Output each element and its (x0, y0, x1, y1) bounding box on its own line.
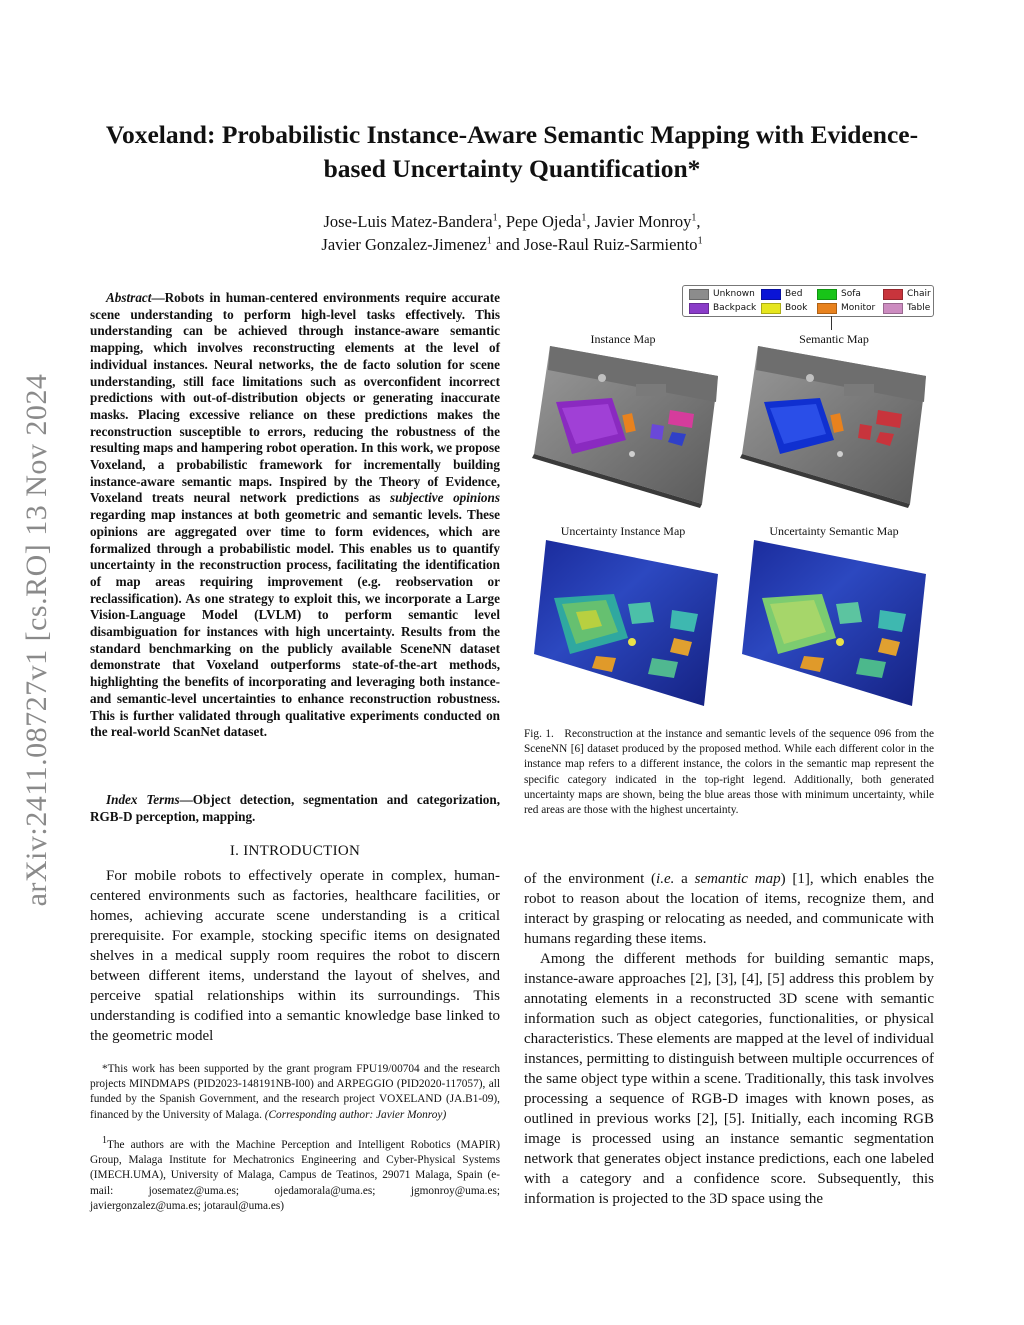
panel-label-instance: Instance Map (590, 332, 656, 346)
text-run: a (674, 871, 695, 887)
uncertainty-instance-map-render (532, 538, 722, 710)
author-name: Javier Monroy (594, 212, 692, 231)
text-run: of the environment ( (524, 871, 657, 887)
legend-label: Chair (907, 289, 931, 299)
legend-label: Unknown (713, 289, 755, 299)
author-separator: , (696, 212, 701, 231)
index-terms-label: Index Terms (106, 792, 180, 807)
legend-label: Backpack (713, 303, 757, 313)
footnote-funding (90, 1062, 500, 1123)
author-line-1 (120, 210, 904, 233)
figure-caption-label: Fig. 1. (524, 728, 554, 740)
legend-item (883, 288, 931, 300)
abstract-dash: — (151, 290, 165, 305)
intro-right-paragraph-2: Among the different methods for building semantic maps, instance-aware approaches [2], [3], [4], [5] address this problem by annotating elements in a reconstructed 3D scene with semantic information such as object categories, functionalities, or physical characteristics. These elements are mapped at the level of individual instances, permitting to distinguish between multiple occurrences of the same object type within a scene. Traditionally, this task involves processing a sequence of RGB-D images with known poses, as outlined in previous works [2], [5]. Initially, each incoming RGB image is processed using an instance semantic segmentation network that generates object instance predictions, each one labeled with a category and a confidence score. Subsequently, this information is projected to the 3D space using the (524, 951, 934, 1207)
text-run-italic: semantic map (694, 871, 781, 887)
abstract-text-2: regarding map instances at both geometric and semantic levels. These opinions are aggregated over time to form evidences, which are formalized through a probabilistic model. This enables us to quantify uncertainty in the reconstruction process, facilitating the identification of map areas requiring improvement (e.g. reobservation or reclassification). As one strategy to exploit this, we incorporate a Large Vision-Language Model (LVLM) to perform semantic level disambiguation for instances with high uncertainty. Results from the standard benchmarking on the publicly available SceneNN dataset demonstrate that Voxeland outperforms state-of-the-art methods, highlighting the benefits of incorporating and leveraging both instance- and semantic-level uncertainties to enhance reconstruction robustness. This is further validated through qualitative experiments conducted on the real-world ScanNet dataset. (90, 507, 500, 740)
text-run-italic: i.e. (656, 871, 675, 887)
author-name: Jose-Luis Matez-Bandera (323, 212, 493, 231)
index-terms (90, 792, 500, 825)
author-separator: and (491, 235, 524, 254)
figure-caption (524, 727, 934, 818)
footnote-affiliation (90, 1135, 500, 1214)
legend-item (817, 302, 875, 314)
legend-swatch (761, 303, 781, 314)
abstract-italic: subjective opinions (390, 490, 500, 506)
legend-item (883, 302, 930, 314)
affiliation-mark: 1 (697, 235, 703, 247)
instance-map-render (532, 344, 722, 509)
legend-item (689, 302, 756, 314)
intro-right-paragraph-1 (524, 869, 934, 949)
author-name: Pepe Ojeda (505, 212, 582, 231)
author-separator: , (586, 212, 595, 231)
affiliation-mark: 1 (486, 235, 492, 247)
figure-caption-text: Reconstruction at the instance and semantic levels of the sequence 096 from the SceneNN [6] dataset produced by the proposed method. While each different color in the instance map refers to a different instance, the colors in the semantic map represent the specific category indicated in the top-right legend. Additionally, both generated uncertainty maps are shown, being the blue areas those with minimum uncertainty, while red areas are those with the highest uncertainty. (524, 728, 934, 817)
intro-paragraphs-right (524, 869, 934, 1209)
paper-title: Voxeland: Probabilistic Instance-Aware Semantic Mapping with Evidence-based Uncertainty Quantification* (105, 120, 919, 183)
footnote-corresponding: (Corresponding author: Javier Monroy) (264, 1108, 447, 1121)
abstract-label: Abstract (106, 290, 152, 305)
legend-swatch (689, 303, 709, 314)
affiliation-mark: 1 (581, 212, 587, 224)
panel-label-semantic: Semantic Map (799, 332, 869, 346)
legend-item (761, 288, 802, 300)
footnote-mark: 1 (102, 1135, 107, 1147)
legend-item (761, 302, 807, 314)
legend-swatch (883, 289, 903, 300)
section-heading: I. INTRODUCTION (229, 843, 361, 859)
legend-label: Table (907, 303, 931, 313)
figure-legend (682, 285, 934, 317)
author-line-2 (120, 233, 904, 256)
legend-swatch (689, 289, 709, 300)
panel-label-uncertainty-instance: Uncertainty Instance Map (560, 524, 686, 538)
legend-swatch (817, 289, 837, 300)
author-name: Jose-Raul Ruiz-Sarmiento (523, 235, 698, 254)
uncertainty-semantic-map-render (740, 538, 930, 710)
text-run: ) [1], which enables the robot to reason about the location of items, recognize them, and interact by grasping or relocating as needed, and communicate with humans regarding these items. (524, 871, 934, 947)
index-terms-text: Object detection, segmentation and categorization, RGB-D perception, mapping. (90, 792, 500, 824)
index-terms-dash: — (179, 792, 193, 807)
panel-label-uncertainty-semantic: Uncertainty Semantic Map (769, 524, 899, 538)
affiliation-mark: 1 (492, 212, 498, 224)
author-name: Javier Gonzalez-Jimenez (321, 235, 487, 254)
abstract-text-1: Robots in human-centered environments require accurate scene understanding to perform high-level tasks effectively. This understanding can be achieved through instance-aware semantic mapping, which involves reconstructing elements at the level of individual instances. Neural networks, the de facto solution for scene understanding, still face limitations such as overconfident incorrect predictions with out-of-distribution objects or generating inaccurate masks. Placing excessive reliance on these predictions makes the reconstruction susceptible to errors, reducing the robustness of the resulting maps and hampering robot operation. In this work, we propose Voxeland, a probabilistic framework for incrementally building instance-aware semantic maps. Inspired by the Theory of Evidence, Voxeland treats neural network predictions as (90, 290, 500, 506)
legend-label: Book (785, 303, 808, 313)
legend-swatch (883, 303, 903, 314)
affiliation-mark: 1 (691, 212, 697, 224)
legend-swatch (817, 303, 837, 314)
arxiv-identifier-stamp: arXiv:2411.08727v1 [cs.RO] 13 Nov 2024 (20, 373, 53, 907)
legend-item (817, 288, 861, 300)
footnote-funding-text: *This work has been supported by the grant program FPU19/00704 and the research projects MINDMAPS (PID2023-148191NB-I00) and ARPEGGIO (PID2020-117057), all funded by the Spanish Government, and the research project VOXELAND (JA.B1-09), financed by the University of Malaga. (90, 1063, 500, 1121)
semantic-map-render (740, 344, 930, 509)
abstract (90, 290, 500, 741)
legend-label: Monitor (841, 303, 876, 313)
intro-paragraph-left: For mobile robots to effectively operate in complex, human-centered environments such as factories, healthcare facilities, or homes, achieving accurate scene understanding is a critical prerequisite. For example, stocking specific items on designated shelves in a medical supply room requires the robot to discern between different items, understand the layout of shelves, and perceive spatial relationships within its surroundings. This understanding is codified into a semantic knowledge base linked to the geometric model (90, 868, 500, 1044)
footnote-affiliation-text: The authors are with the Machine Perception and Intelligent Robotics (MAPIR) Group, Malaga Institute for Mechatronics Engineering and Cyber-Physical Systems (IMECH.UMA), University of Malaga, Campus de Teatinos, 29071 Malaga, Spain (e-mail: josematez@uma.es; ojedamorala@uma.es; jgmonroy@uma.es; javiergonzalez@uma.es; jotaraul@uma.es) (90, 1139, 500, 1212)
legend-connector-line (831, 316, 832, 330)
legend-label: Sofa (841, 289, 861, 299)
legend-label: Bed (785, 289, 803, 299)
legend-swatch (761, 289, 781, 300)
author-list (120, 210, 904, 256)
legend-item (689, 288, 755, 300)
author-separator: , (497, 212, 506, 231)
